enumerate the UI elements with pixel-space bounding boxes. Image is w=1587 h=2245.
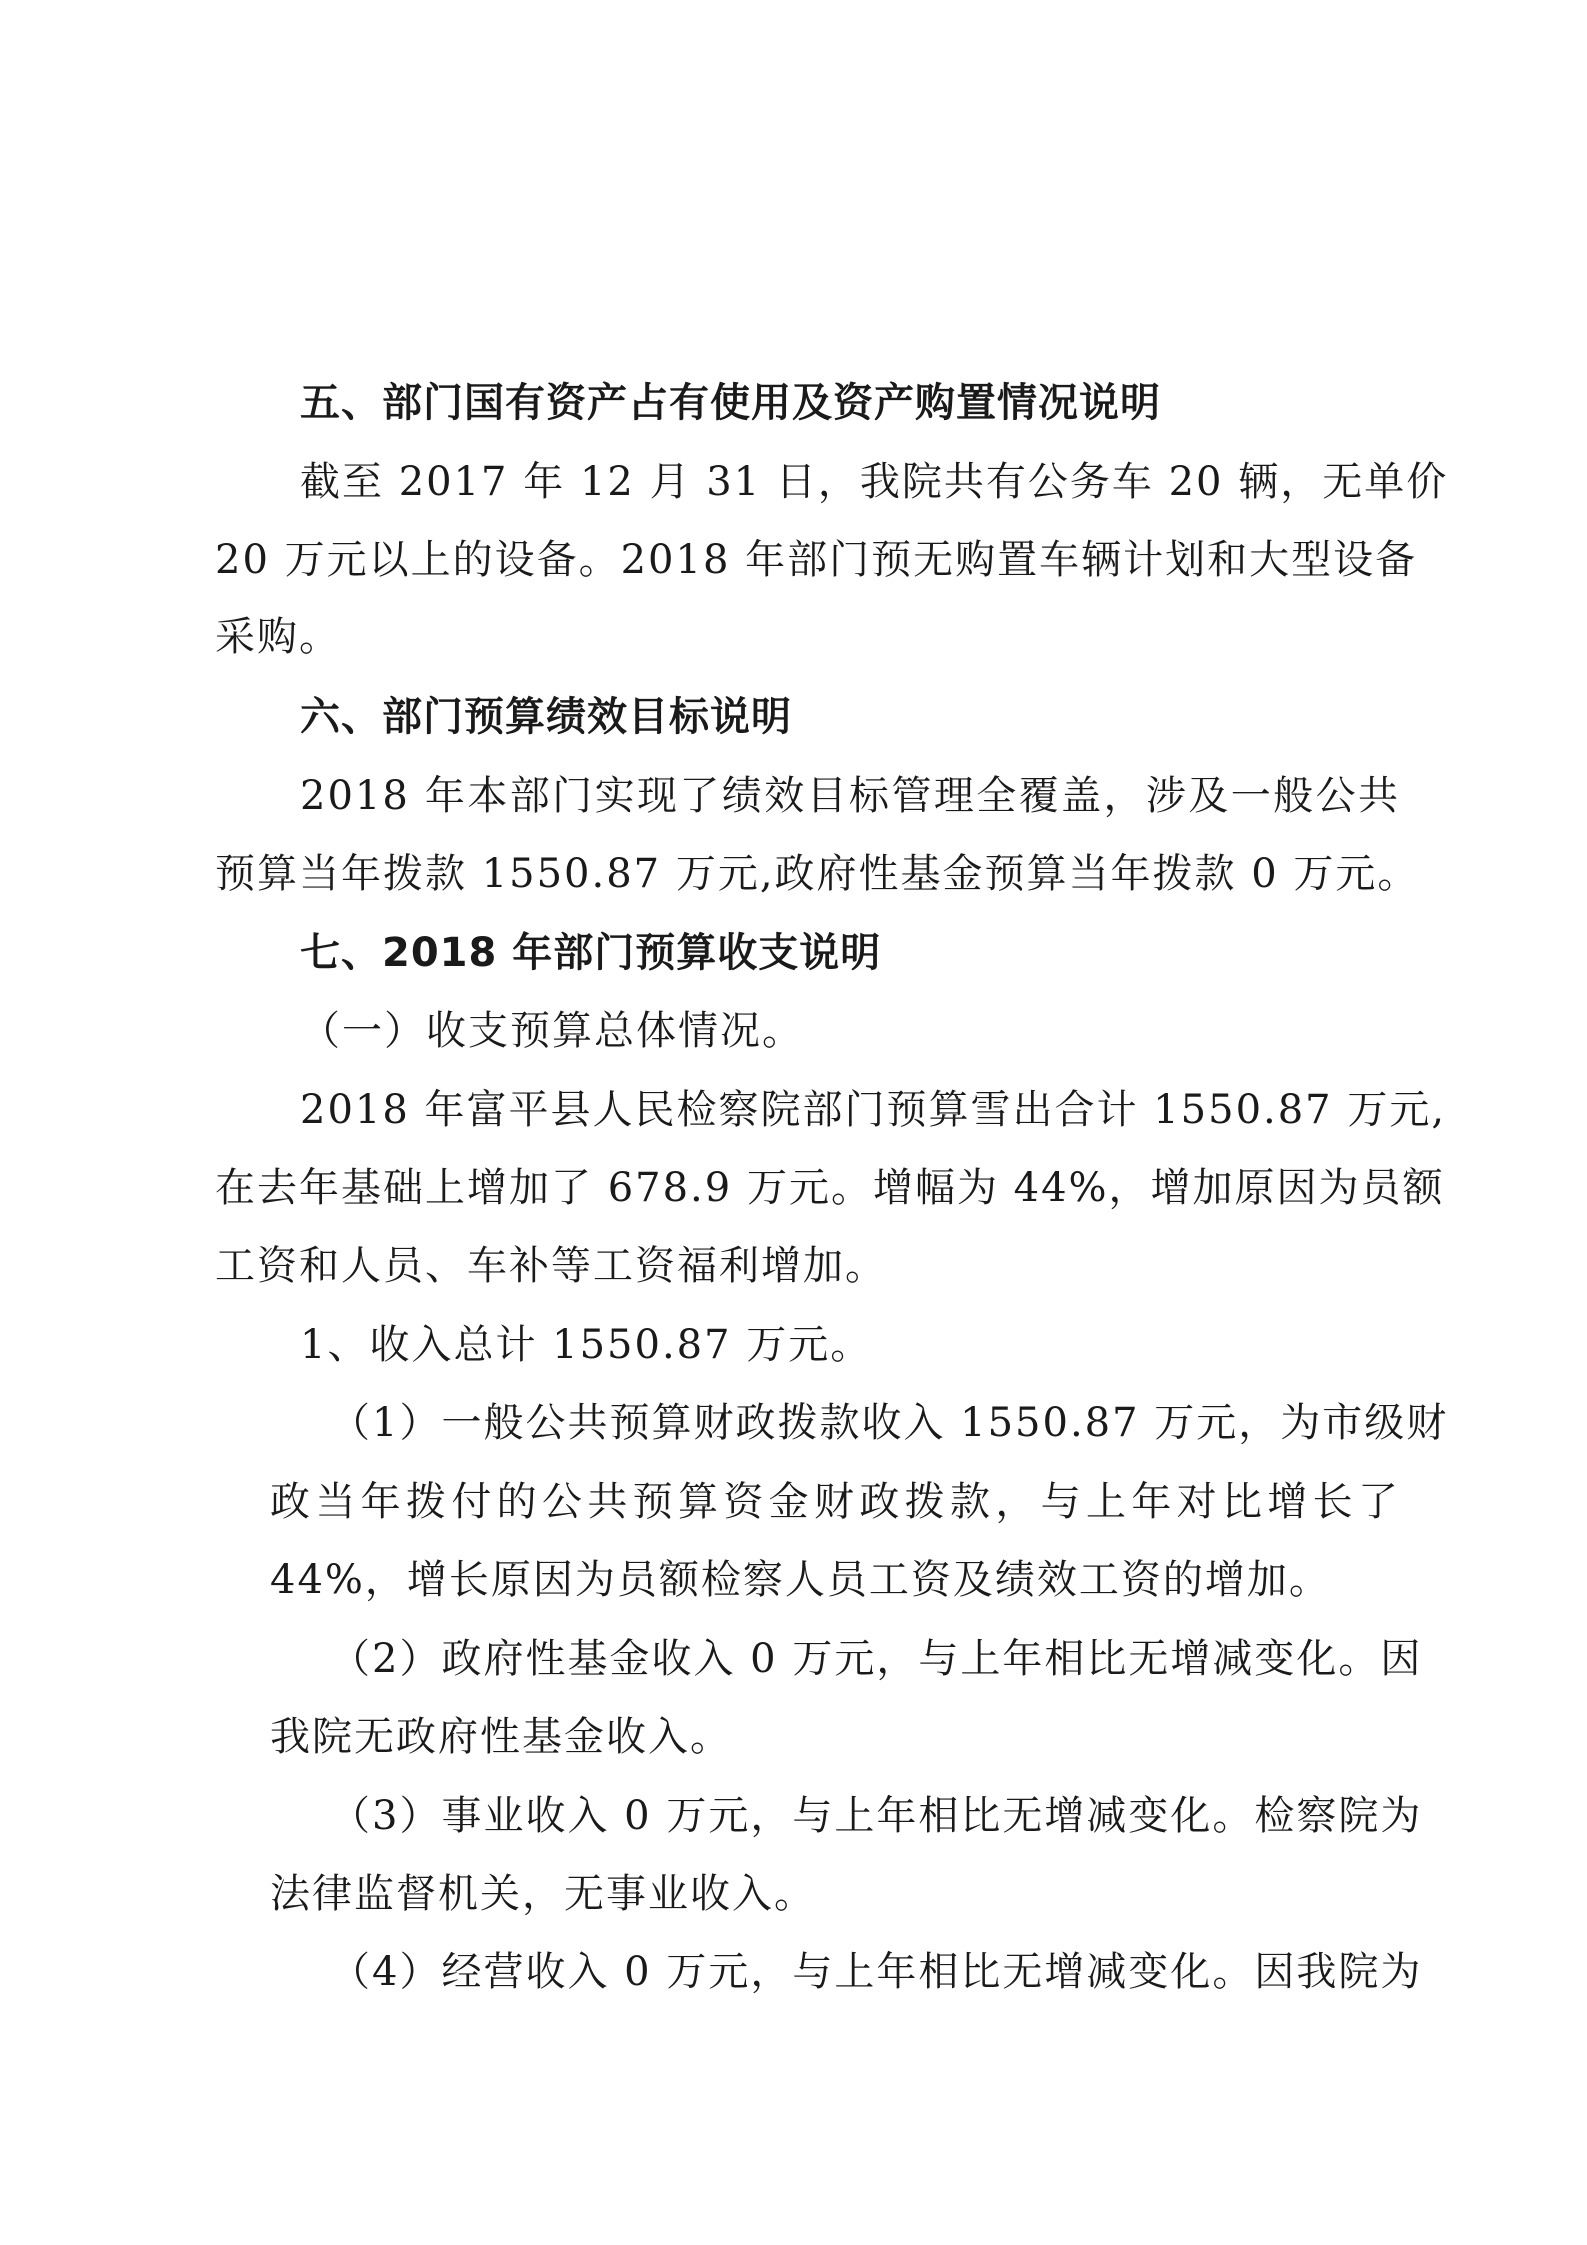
item-1-line-1: （1）一般公共预算财政拨款收入 1550.87 万元，为市级财	[330, 1400, 1449, 1446]
item-3-line-1: （3）事业收入 0 万元，与上年相比无增减变化。检察院为	[330, 1793, 1423, 1839]
item-2-line-2: 我院无政府性基金收入。	[270, 1714, 732, 1760]
overview-line-2: 在去年基础上增加了 678.9 万元。增幅为 44%，增加原因为员额	[215, 1165, 1445, 1211]
section-6-line-1: 2018 年本部门实现了绩效目标管理全覆盖，涉及一般公共	[300, 773, 1400, 819]
item-1-line-3: 44%，增长原因为员额检察人员工资及绩效工资的增加。	[270, 1557, 1331, 1603]
section-5-line-1: 截至 2017 年 12 月 31 日，我院共有公务车 20 辆，无单价	[300, 459, 1449, 505]
overview-line-3: 工资和人员、车补等工资福利增加。	[215, 1243, 887, 1289]
section-7-heading: 七、2018 年部门预算收支说明	[300, 930, 882, 976]
item-3-line-2: 法律监督机关，无事业收入。	[270, 1871, 816, 1917]
item-4-line-1: （4）经营收入 0 万元，与上年相比无增减变化。因我院为	[330, 1949, 1423, 1995]
section-5-line-2: 20 万元以上的设备。2018 年部门预无购置车辆计划和大型设备	[215, 537, 1418, 583]
item-2-line-1: （2）政府性基金收入 0 万元，与上年相比无增减变化。因	[330, 1636, 1423, 1682]
item-1-line-2: 政当年拨付的公共预算资金财政拨款，与上年对比增长了	[270, 1479, 1400, 1525]
section-5-line-3: 采购。	[215, 614, 341, 660]
section-6-heading: 六、部门预算绩效目标说明	[300, 694, 792, 740]
section-6-line-2: 预算当年拨款 1550.87 万元,政府性基金预算当年拨款 0 万元。	[215, 851, 1420, 897]
section-5-heading: 五、部门国有资产占有使用及资产购置情况说明	[300, 380, 1161, 426]
income-total: 1、收入总计 1550.87 万元。	[300, 1322, 873, 1368]
overview-line-1: 2018 年富平县人民检察院部门预算雪出合计 1550.87 万元,	[300, 1087, 1447, 1133]
section-7-sub1-heading: （一）收支预算总体情况。	[300, 1008, 804, 1054]
